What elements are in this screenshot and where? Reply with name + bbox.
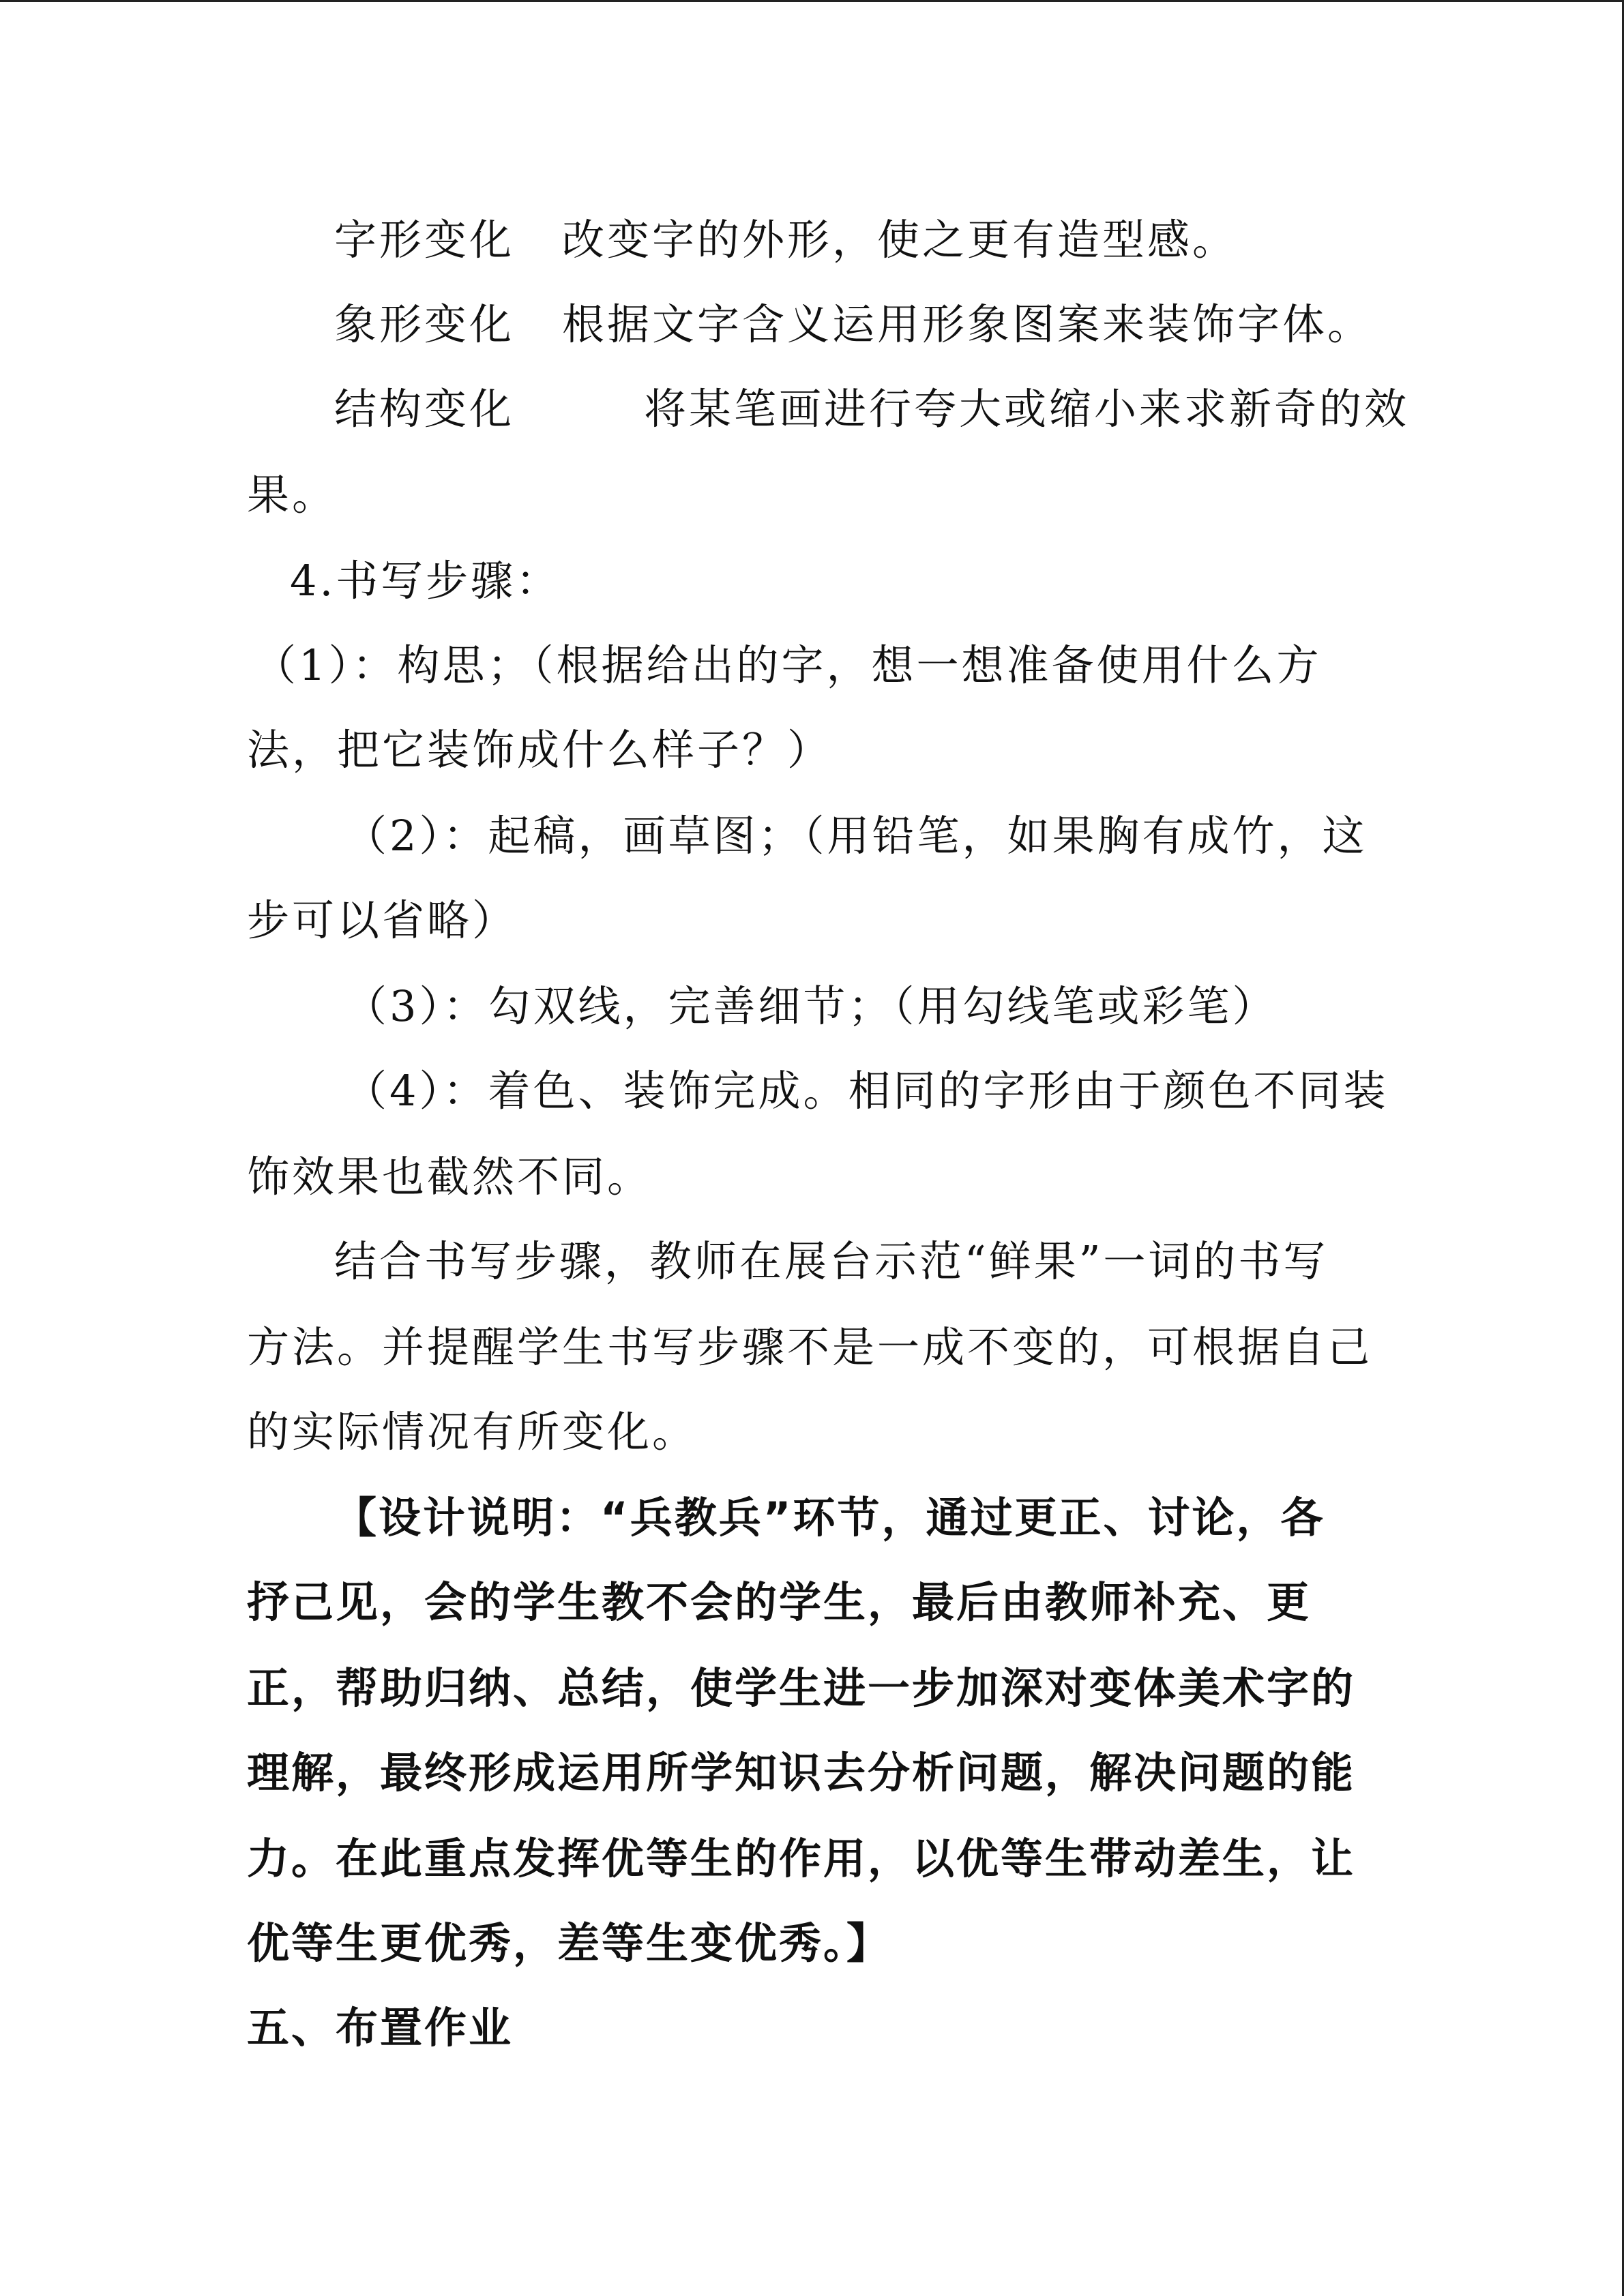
design-note-line: 优等生更优秀，差等生变优秀。】 <box>247 1918 891 1968</box>
term-label: 字形变化 <box>334 215 515 265</box>
text-line: 果。 <box>247 470 338 520</box>
item-pictographic-change <box>334 297 1372 352</box>
item-structure-change <box>334 382 1409 436</box>
term-label: 结构变化 <box>334 384 515 434</box>
term-label: 象形变化 <box>334 299 515 349</box>
step-4-line: （4）：着色、装饰完成。相同的字形由于颜色不同装 <box>344 1066 1389 1116</box>
term-description: 改变字的外形，使之更有造型感。 <box>562 215 1238 265</box>
term-description: 根据文字含义运用形象图案来装饰字体。 <box>562 299 1373 349</box>
section-heading-writing-steps: 4.书写步骤： <box>290 556 561 606</box>
item-glyph-change <box>334 213 1237 267</box>
step-1-line: （1）：构思；（根据给出的字，想一想准备使用什么方 <box>254 640 1322 690</box>
paragraph-line: 方法。并提醒学生书写步骤不是一成不变的，可根据自己 <box>247 1322 1373 1372</box>
design-note-line: 力。在此重点发挥优等生的作用，以优等生带动差生，让 <box>247 1834 1356 1883</box>
term-description: 将某笔画进行夸大或缩小来求新奇的效 <box>644 384 1410 434</box>
step-1-continued: 法，把它装饰成什么样子？） <box>247 725 833 775</box>
step-3-line: （3）：勾双线，完善细节；（用勾线笔或彩笔） <box>344 981 1278 1031</box>
page-top-border <box>0 0 1624 2</box>
design-note-line: 正，帮助归纳、总结，使学生进一步加深对变体美术字的 <box>247 1663 1356 1713</box>
design-note-line: 抒己见，会的学生教不会的学生，最后由教师补充、更 <box>247 1577 1312 1627</box>
paragraph-line: 的实际情况有所变化。 <box>247 1407 698 1457</box>
paragraph-line: 结合书写步骤，教师在展台示范“鲜果”一词的书写 <box>334 1236 1329 1286</box>
section-heading-homework: 五、布置作业 <box>247 2003 514 2053</box>
design-note-line: 理解，最终形成运用所学知识去分析问题，解决问题的能 <box>247 1748 1356 1798</box>
step-4-continued: 饰效果也截然不同。 <box>247 1152 653 1202</box>
step-2-continued: 步可以省略） <box>247 895 518 945</box>
step-2-line: （2）：起稿，画草图；（用铅笔，如果胸有成竹，这 <box>344 811 1368 861</box>
design-note-line: 【设计说明：“兵教兵”环节，通过更正、讨论，各 <box>334 1493 1325 1542</box>
